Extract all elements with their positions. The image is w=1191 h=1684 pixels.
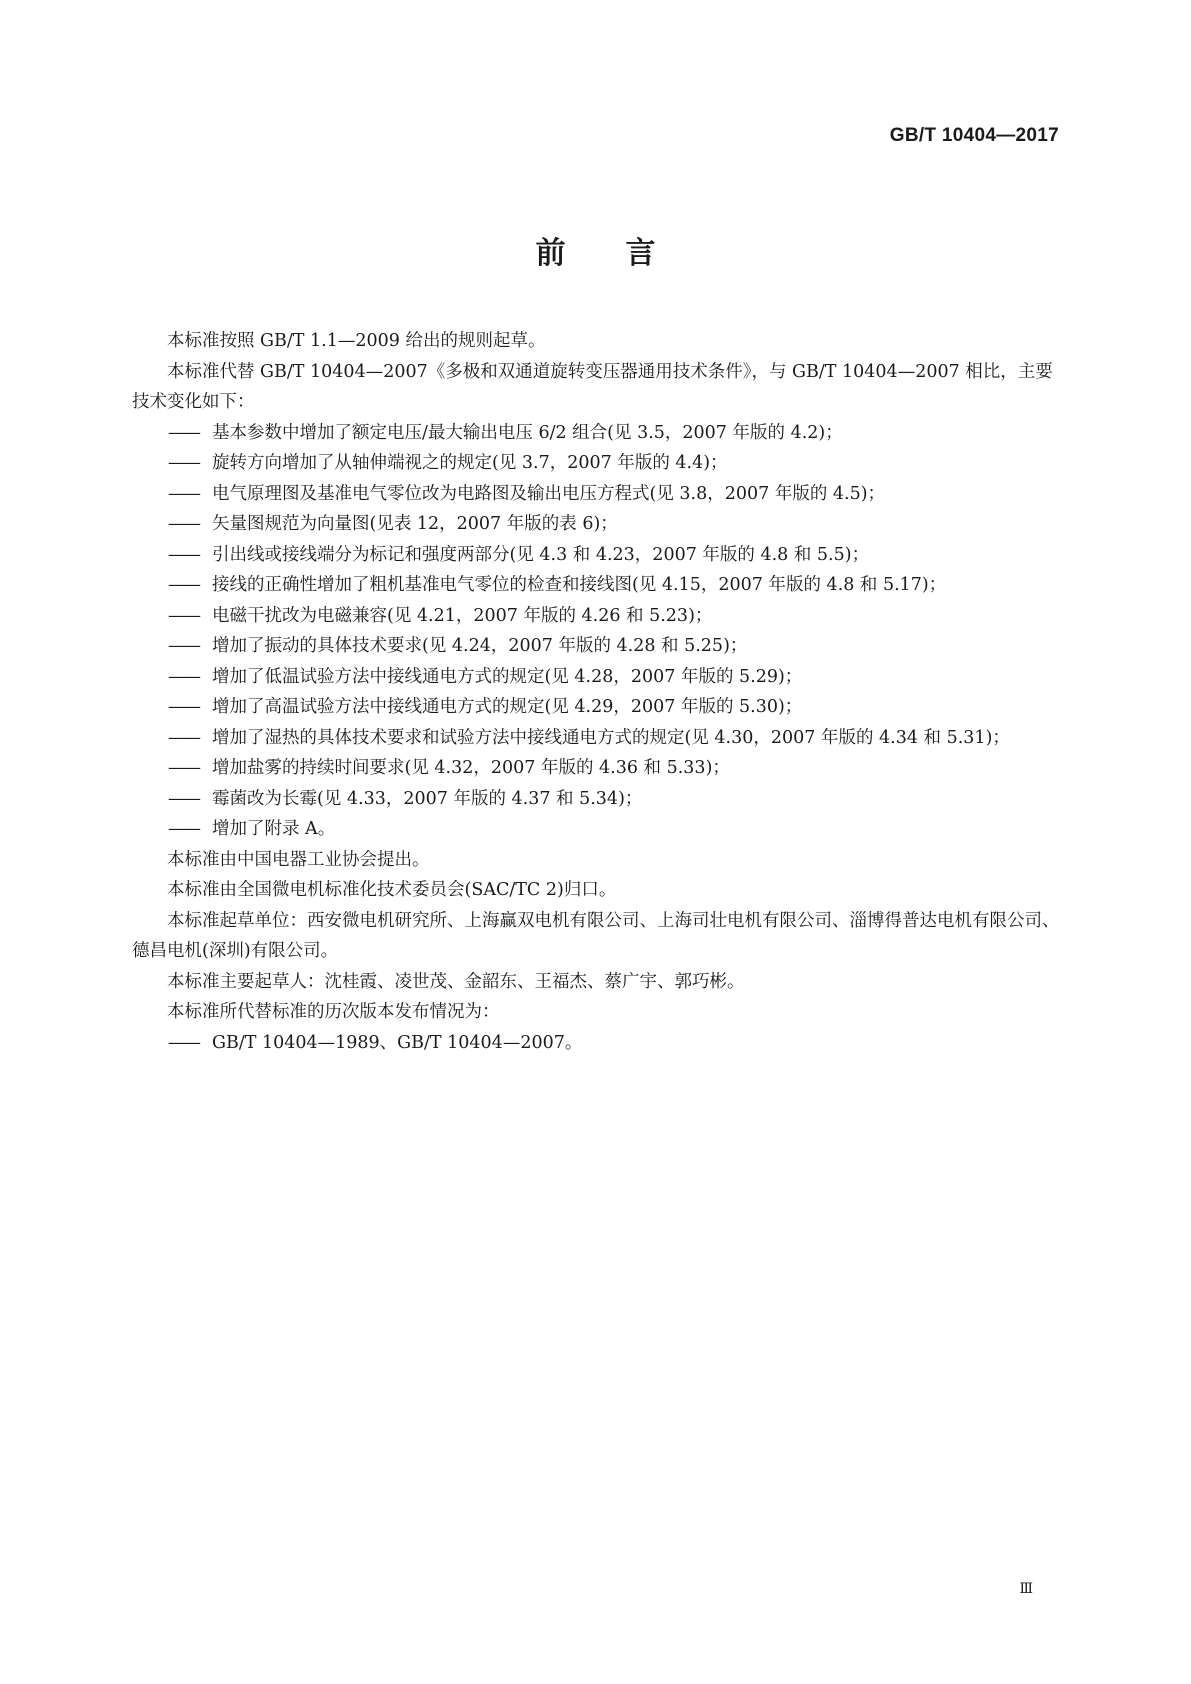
list-item: —— 旋转方向增加了从轴伸端视之的规定(见 3.7，2007 年版的 4.4)； [132, 448, 1062, 479]
page-title: 前言 [535, 236, 716, 271]
dash-marker: —— [168, 605, 199, 626]
list-item: —— 增加了振动的具体技术要求(见 4.24，2007 年版的 4.28 和 5.25)； [132, 631, 1062, 662]
dash-marker: —— [168, 758, 199, 778]
history-item: —— GB/T 10404—1989、GB/T 10404—2007。 [132, 1028, 1062, 1059]
changes-list [132, 418, 1062, 845]
list-item: —— 增加盐雾的持续时间要求(见 4.32，2007 年版的 4.36 和 5.33)； [132, 753, 1062, 784]
foreword-body [132, 326, 1062, 1058]
list-item: —— 增加了湿热的具体技术要求和试验方法中接线通电方式的规定(见 4.30，2007 年版的 4.34 和 5.31)； [132, 723, 1062, 754]
dash-marker: —— [168, 575, 199, 595]
paragraph-drafting-rules: 本标准按照 GB/T 1.1—2009 给出的规则起草。 [167, 331, 546, 351]
list-item: —— 电气原理图及基准电气零位改为电路图及输出电压方程式(见 3.8，2007 年版的 4.5)； [132, 479, 1062, 510]
list-item: —— 引出线或接线端分为标记和强度两部分(见 4.3 和 4.23，2007 年版的 4.8 和 5.5)； [132, 540, 1062, 571]
standard-code: GB/T 10404—2017 [889, 125, 1059, 146]
dash-marker: —— [168, 636, 199, 656]
dash-marker: —— [168, 666, 199, 687]
dash-marker: —— [168, 819, 199, 839]
dash-marker: —— [168, 1032, 199, 1053]
list-item: —— 基本参数中增加了额定电压/最大输出电压 6/2 组合(见 3.5，2007 年版的 4.2)； [132, 418, 1062, 449]
list-item: —— 增加了低温试验方法中接线通电方式的规定(见 4.28，2007 年版的 5.29)； [132, 662, 1062, 693]
paragraph-drafting-units: 本标准起草单位：西安微电机研究所、上海赢双电机有限公司、上海司壮电机有限公司、淄博得普达电机有限公司、德昌电机(深圳)有限公司。 [132, 910, 1060, 961]
paragraph-replacement: 本标准代替 GB/T 10404—2007《多极和双通道旋转变压器通用技术条件》，与 GB/T 10404—2007 相比，主要技术变化如下： [132, 361, 1053, 412]
list-item: —— 霉菌改为长霉(见 4.33，2007 年版的 4.37 和 5.34)； [132, 784, 1062, 815]
list-item: —— 增加了高温试验方法中接线通电方式的规定(见 4.29，2007 年版的 5.30)； [132, 692, 1062, 723]
dash-marker: —— [168, 422, 199, 443]
dash-marker: —— [168, 697, 199, 717]
list-item: —— 接线的正确性增加了粗机基准电气零位的检查和接线图(见 4.15，2007 年版的 4.8 和 5.17)； [132, 570, 1062, 601]
paragraph-history-intro: 本标准所代替标准的历次版本发布情况为： [167, 1002, 500, 1022]
list-item: —— 增加了附录 A。 [132, 814, 1062, 845]
paragraph-drafters: 本标准主要起草人：沈桂霞、凌世茂、金韶东、王福杰、蔡广宇、郭巧彬。 [167, 971, 745, 992]
paragraph-proposer: 本标准由中国电器工业协会提出。 [167, 849, 430, 870]
dash-marker: —— [168, 788, 199, 809]
dash-marker: —— [168, 453, 199, 473]
paragraph-committee: 本标准由全国微电机标准化技术委员会(SAC/TC 2)归口。 [167, 880, 617, 900]
page-number: Ⅲ [1019, 1582, 1033, 1597]
dash-marker: —— [168, 514, 199, 534]
dash-marker: —— [168, 544, 199, 565]
list-item: —— 电磁干扰改为电磁兼容(见 4.21，2007 年版的 4.26 和 5.23)； [132, 601, 1062, 632]
dash-marker: —— [168, 727, 199, 748]
list-item: —— 矢量图规范为向量图(见表 12，2007 年版的表 6)； [132, 509, 1062, 540]
dash-marker: —— [168, 483, 199, 504]
